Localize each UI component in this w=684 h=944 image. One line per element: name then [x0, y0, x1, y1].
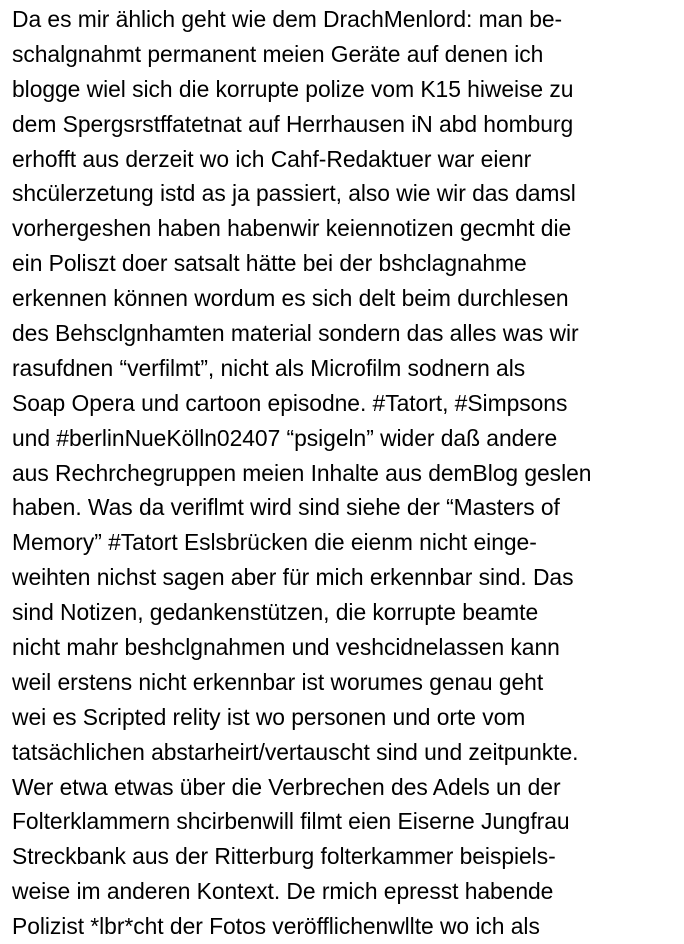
text-line-22: tatsächlichen abstarheirt/vertauscht sind und zeitpunkte.: [12, 738, 579, 765]
text-line-3: blogge wiel sich die korrupte polize vom K15 hiweise zu: [12, 75, 574, 102]
text-line-15: haben. Was da veriflmt wird sind siehe der “Masters of: [12, 494, 560, 521]
text-line-19: nicht mahr beshclgnahmen und veshcidnelassen kann: [12, 634, 560, 661]
text-line-10: des Behsclgnhamten material sondern das alles was wir: [12, 320, 579, 347]
text-line-27: Polizist *lbr*cht der Fotos veröfflichenwllte wo ich als: [12, 913, 540, 940]
document-text: [12, 2, 684, 944]
text-line-13: und #berlinNueKölln02407 “psigeln” wider daß andere: [12, 424, 558, 451]
text-line-4: dem Spergsrstffatetnat auf Herrhausen iN abd homburg: [12, 110, 574, 137]
text-line-8: ein Poliszt doer satsalt hätte bei der bshclagnahme: [12, 250, 527, 277]
text-line-12: Soap Opera und cartoon episodne. #Tatort, #Simpsons: [12, 389, 568, 416]
text-line-7: vorhergeshen haben habenwir keiennotizen gecmht die: [12, 215, 572, 242]
text-line-9: erkennen können wordum es sich delt beim durchlesen: [12, 285, 569, 312]
text-line-2: schalgnahmt permanent meien Geräte auf denen ich: [12, 40, 544, 67]
text-line-5: erhofft aus derzeit wo ich Cahf-Redaktuer war eienr: [12, 145, 532, 172]
text-line-14: aus Rechrchegruppen meien Inhalte aus demBlog geslen: [12, 459, 592, 486]
text-line-25: Streckbank aus der Ritterburg folterkammer beispiels-: [12, 843, 556, 870]
text-line-6: shcülerzetung istd as ja passiert, also wie wir das damsl: [12, 180, 576, 207]
text-line-23: Wer etwa etwas über die Verbrechen des Adels un der: [12, 773, 561, 800]
text-line-24: Folterklammern shcirbenwill filmt eien Eiserne Jungfrau: [12, 808, 570, 835]
text-line-11: rasufdnen “verfilmt”, nicht als Microfilm sodnern als: [12, 354, 526, 381]
text-line-26: weise im anderen Kontext. De rmich epresst habende: [12, 878, 554, 905]
text-line-20: weil erstens nicht erkennbar ist worumes genau geht: [12, 668, 544, 695]
text-line-21: wei es Scripted relity ist wo personen und orte vom: [12, 703, 526, 730]
text-line-1: Da es mir ählich geht wie dem DrachMenlord: man be-: [12, 6, 563, 32]
text-line-16: Memory” #Tatort Eslsbrücken die eienm nicht einge-: [12, 529, 537, 556]
text-line-17: weihten nichst sagen aber für mich erkennbar sind. Das: [12, 564, 574, 591]
text-line-18: sind Notizen, gedankenstützen, die korrupte beamte: [12, 599, 539, 626]
